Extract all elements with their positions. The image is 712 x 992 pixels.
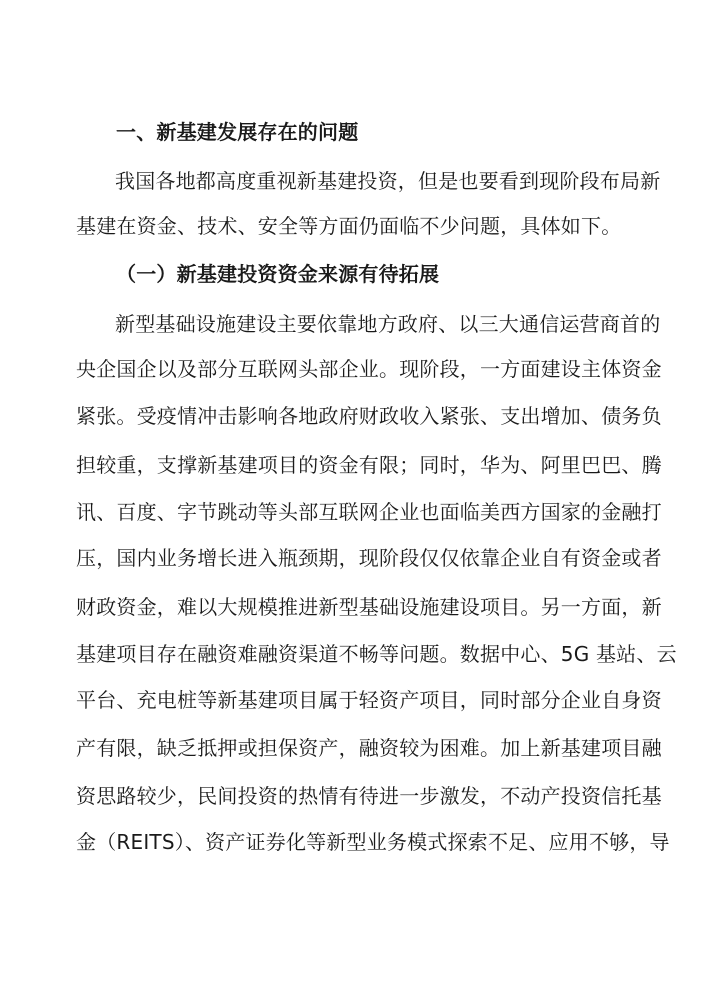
body-paragraph-line: 资思路较少，民间投资的热情有待进一步激发，不动产投资信托基 [76,784,662,808]
intro-paragraph-line: 我国各地都高度重视新基建投资，但是也要看到现阶段布局新 [115,169,661,193]
body-paragraph-line: 金（REITS）、资产证券化等新型业务模式探索不足、应用不够，导 [76,830,670,854]
body-paragraph-line: 平台、充电桩等新基建项目属于轻资产项目，同时部分企业自身资 [76,688,662,712]
body-paragraph-line: 新型基础设施建设主要依靠地方政府、以三大通信运营商首的 [115,312,661,336]
intro-paragraph-line: 基建在资金、技术、安全等方面仍面临不少问题，具体如下。 [76,214,622,238]
body-paragraph-line: 讯、百度、字节跳动等头部互联网企业也面临美西方国家的金融打 [76,500,662,524]
body-paragraph-line: 财政资金，难以大规模推进新型基础设施建设项目。另一方面，新 [76,595,662,619]
body-paragraph-line: 压，国内业务增长进入瓶颈期，现阶段仅仅依靠企业自有资金或者 [76,546,662,570]
section-heading: 一、新基建发展存在的问题 [116,120,359,144]
body-paragraph-line: 产有限，缺乏抵押或担保资产，融资较为困难。加上新基建项目融 [76,736,662,760]
body-paragraph-line: 央企国企以及部分互联网头部企业。现阶段，一方面建设主体资金 [76,357,662,381]
body-paragraph-line: 紧张。受疫情冲击影响各地政府财政收入紧张、支出增加、债务负 [76,404,662,428]
body-paragraph-line: 基建项目存在融资难融资渠道不畅等问题。数据中心、5G 基站、云 [76,642,677,666]
body-paragraph-line: 担较重，支撑新基建项目的资金有限；同时，华为、阿里巴巴、腾 [76,453,662,477]
subsection-heading: （一）新基建投资资金来源有待拓展 [116,262,440,286]
